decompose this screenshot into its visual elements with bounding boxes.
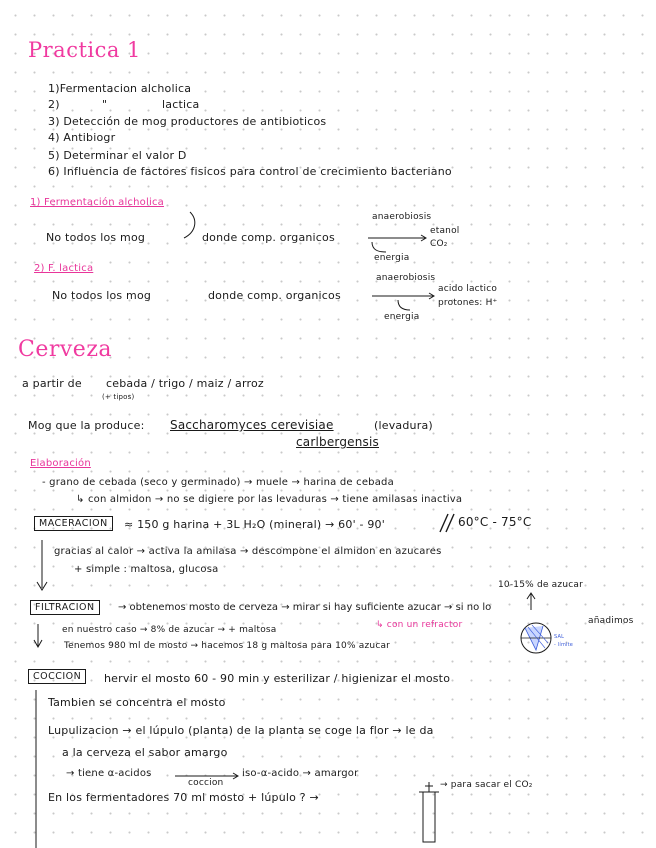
- coccion-detail: hervir el mosto 60 - 90 min y esterilizar / higienizar el mosto: [104, 672, 451, 685]
- gracias: gracias al calor → activa la amilasa → descompone el almidon en azucares: [54, 546, 442, 557]
- grano: - grano de cebada (seco y germinado) → muele → harina de cebada: [42, 477, 394, 488]
- mog-label: Mog que la produce:: [28, 419, 145, 432]
- tiene: → tiene α-acidos: [66, 768, 152, 779]
- fermentador-drawing: [419, 782, 439, 842]
- ferm-line: No todos los mog: [46, 231, 146, 244]
- sabor: a la cerveza el sabor amargo: [62, 746, 228, 759]
- ferm-line2: donde comp. organicos: [202, 231, 335, 244]
- cereales: cebada / trigo / maiz / arroz: [106, 377, 264, 390]
- maceracion-label: MACERACION: [34, 516, 113, 531]
- sacar: → para sacar el CO₂: [440, 780, 533, 790]
- sal-label: SAL: [554, 634, 565, 640]
- lactica-anaerobiosis: anaerobiosis: [376, 273, 436, 283]
- iso: iso-α-acido → amargor: [242, 768, 359, 779]
- list-item: lactica: [162, 98, 200, 111]
- species: Saccharomyces cerevisiae: [170, 418, 334, 432]
- maceracion-detail: ≈ 150 g harina + 3L H₂O (mineral) → 60' - 90': [124, 518, 385, 531]
- filtracion-detail: → obtenemos mosto de cerveza → mirar si hay suficiente azucar → si no lo: [118, 602, 492, 613]
- lactica-line: No todos los mog: [52, 289, 152, 302]
- ferm-energia: energia: [374, 253, 410, 263]
- tenemos: Tenemos 980 ml de mosto → hacemos 18 g maltosa para 10% azucar: [64, 641, 391, 651]
- lactica-energia: energia: [384, 312, 420, 322]
- lupulizacion: Lupulizacion → el lúpulo (planta) de la planta se coge la flor → le da: [48, 724, 434, 737]
- elaboracion-heading: Elaboración: [30, 458, 91, 469]
- a-partir: a partir de: [22, 377, 82, 390]
- ferm-etanol: etanol: [430, 226, 460, 236]
- lactica-heading: 2) F. lactica: [34, 263, 94, 274]
- fermentadores: En los fermentadores 70 ml mosto + lúpulo ? →: [48, 791, 319, 804]
- ferm-heading: 1) Fermentación alcholica: [30, 197, 164, 208]
- limite-label: - límite: [554, 642, 574, 648]
- list-item: 5) Determinar el valor D: [48, 149, 187, 162]
- list-item: 2): [48, 98, 60, 111]
- coccion-small: coccion: [188, 778, 224, 788]
- coccion-label: COCCION: [28, 669, 86, 684]
- section-heading: Cerveza: [18, 337, 113, 362]
- levadura: (levadura): [374, 419, 433, 432]
- list-item-ditto: ": [102, 98, 108, 111]
- simple: + simple : maltosa, glucosa: [74, 564, 219, 575]
- lactica-acido: acido lactico: [438, 284, 498, 294]
- lactica-protones: protones: H⁺: [438, 298, 498, 308]
- almidon: ↳ con almidon → no se digiere por las levaduras → tiene amilasas inactiva: [76, 494, 463, 505]
- list-item: 4) Antibiogr: [48, 131, 116, 144]
- pct-top: 10-15% de azucar: [498, 580, 583, 590]
- lactica-line2: donde comp. organicos: [208, 289, 341, 302]
- nuestro: en nuestro caso → 8% de azucar → + maltosa: [62, 625, 277, 635]
- tambien: Tambien se concentra el mosto: [48, 696, 226, 709]
- list-item: 3) Detección de mog productores de antibioticos: [48, 115, 327, 128]
- anadimos: añadimos: [588, 616, 634, 626]
- list-item: 6) Influencia de factores fisicos para control de crecimiento bacteriano: [48, 165, 452, 178]
- refractor: ↳ con un refractor: [376, 620, 463, 630]
- ferm-co2: CO₂: [430, 239, 448, 249]
- temp: 60°C - 75°C: [458, 515, 532, 529]
- species2: carlbergensis: [296, 435, 379, 449]
- refractor-drawing: [521, 623, 551, 653]
- tipos: (+ tipos): [102, 393, 135, 401]
- filtracion-label: FILTRACION: [30, 600, 100, 615]
- ferm-anaerobiosis: anaerobiosis: [372, 212, 432, 222]
- list-item: 1)Fermentacion alcholica: [48, 82, 192, 95]
- page-title: Practica 1: [28, 38, 141, 62]
